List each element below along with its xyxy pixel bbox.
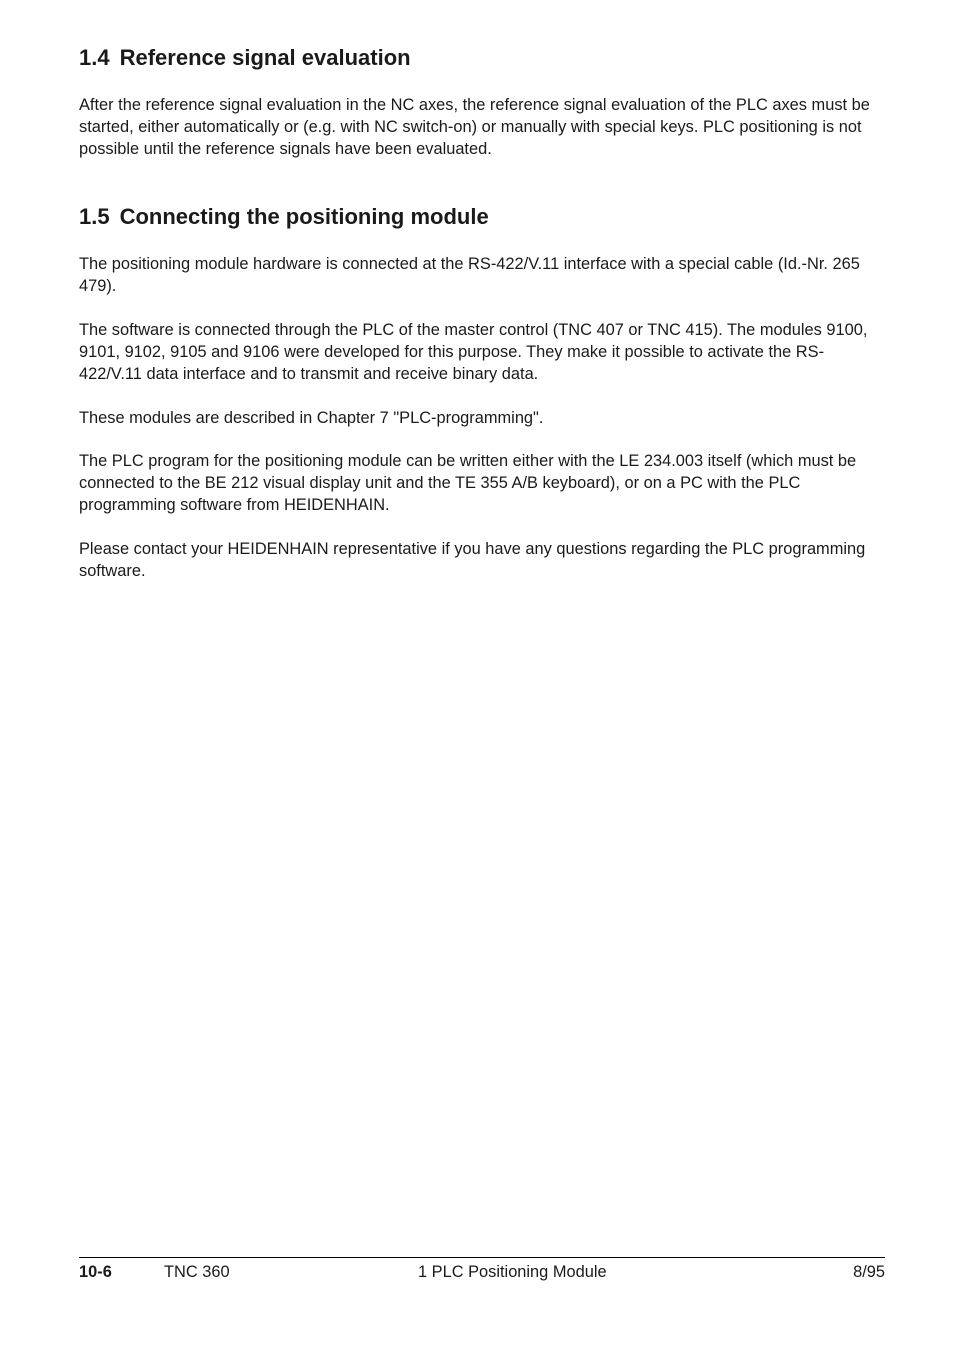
paragraph-modules: These modules are described in Chapter 7 "PLC-programming". <box>79 409 544 427</box>
section-title: Reference signal evaluation <box>119 45 411 70</box>
footer-chapter: 1 PLC Positioning Module <box>418 1263 607 1281</box>
paragraph-plc-program: The PLC program for the positioning module can be written either with the LE 234.003 itself (which must be connected to the BE 212 visual display unit and the TE 355 A/B keyboard), or on a PC with the PLC programming software from HEIDENHAIN. <box>79 452 857 514</box>
section-title: Connecting the positioning module <box>119 204 489 229</box>
footer-date: 8/95 <box>853 1263 885 1281</box>
section-number: 1.4 <box>79 45 110 70</box>
section-heading-1-5 <box>79 204 489 230</box>
footer-rule <box>79 1257 885 1258</box>
paragraph-reference-signal: After the reference signal evaluation in the NC axes, the reference signal evaluation of the PLC axes must be started, either automatically or (e.g. with NC switch-on) or manually with special keys. PLC positioning is not possible until the reference signals have been evaluated. <box>79 96 870 158</box>
footer-page-number: 10-6 <box>79 1263 112 1281</box>
paragraph-hardware: The positioning module hardware is connected at the RS-422/V.11 interface with a special cable (Id.-Nr. 265 479). <box>79 255 860 295</box>
section-number: 1.5 <box>79 204 110 229</box>
footer-product: TNC 360 <box>164 1263 230 1281</box>
paragraph-contact: Please contact your HEIDENHAIN representative if you have any questions regarding the PLC programming software. <box>79 540 866 580</box>
paragraph-software: The software is connected through the PLC of the master control (TNC 407 or TNC 415). The modules 9100, 9101, 9102, 9105 and 9106 were developed for this purpose. They make it possible to activate the RS-422/V.11 data interface and to transmit and receive binary data. <box>79 321 868 383</box>
section-heading-1-4 <box>79 45 411 71</box>
